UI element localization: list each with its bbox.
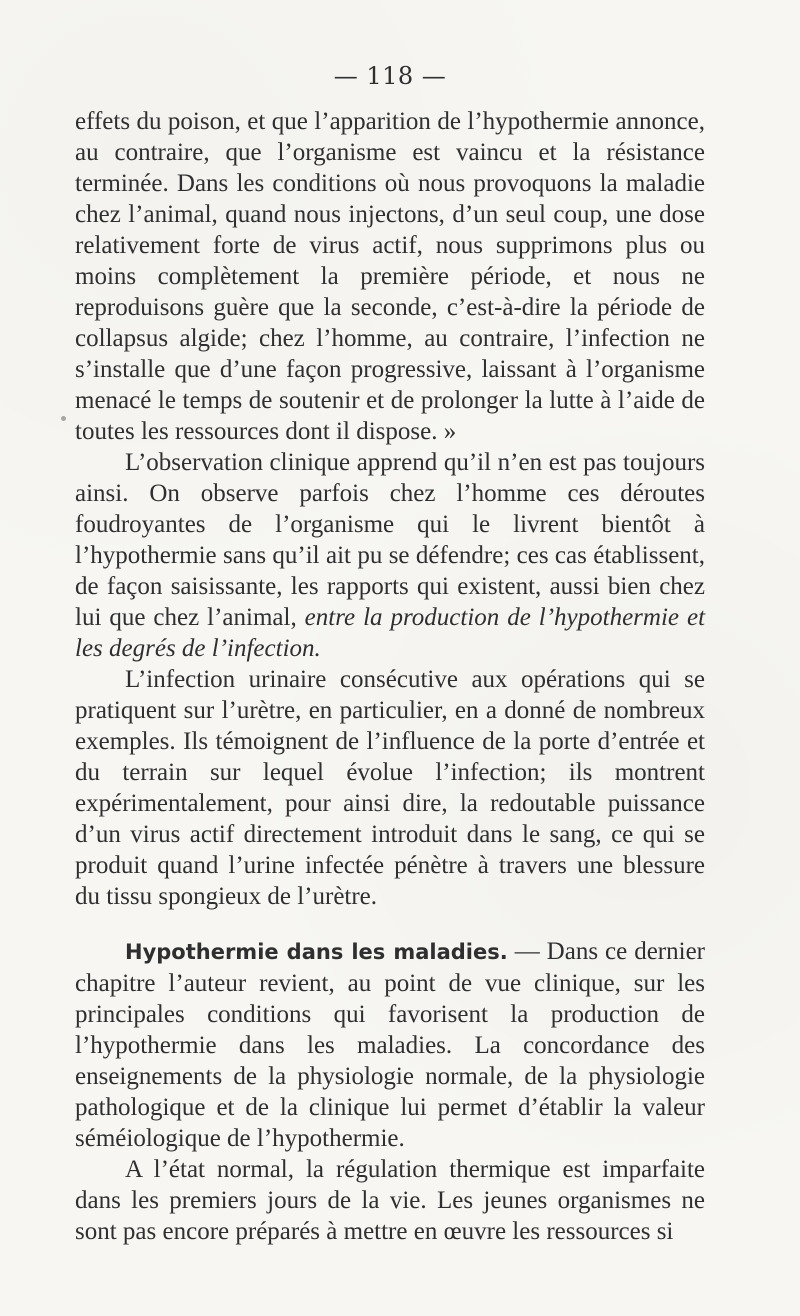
paragraph-1: effets du poison, et que l’apparition de l’hypothermie annonce, au contraire, que l’organisme est vaincu et la résistance terminée. Dans les conditions où nous provoquons la maladie chez l’animal, quand nous injectons, d’un seul coup, une dose relativement forte de virus actif, nous supprimons plus ou moins complètement la première période, et nous ne reproduisons guère que la seconde, c’est-à-dire la période de collapsus algide; chez l’homme, au contraire, l’infection ne s’installe que d’une façon progressive, laissant à l’organisme menacé le temps de soutenir et de prolonger la lutte à l’aide de toutes les ressources dont il dispose. »: [75, 108, 705, 445]
section-heading: Hypothermie dans les maladies.: [125, 940, 508, 964]
paragraph-4-text: — Dans ce dernier chapitre l’auteur revient, au point de vue clinique, sur les principales conditions qui favorisent la production de l’hypothermie dans les maladies. La concordance des enseignements de la physiologie normale, de la physiologie pathologique et de la clinique lui permet d’établir la valeur séméiologique de l’hypothermie.: [75, 938, 705, 1152]
paragraph-4: [75, 936, 705, 1154]
margin-dot: [61, 416, 66, 421]
paragraph-2-text: L’observation clinique apprend qu’il n’en est pas toujours ainsi. On observe parfois chez l’homme ces déroutes foudroyantes de l’organisme qui le livrent bientôt à l’hypothermie sans qu’il ait pu se défendre; ces cas établissent, de façon saisissante, les rapports qui existent, aussi bien chez lui que chez l’animal,: [75, 449, 705, 631]
paragraph-3: L’infection urinaire consécutive aux opérations qui se pratiquent sur l’urètre, en particulier, en a donné de nombreux exemples. Ils témoignent de l’influence de la porte d’entrée et du terrain sur lequel évolue l’infection; ils montrent expérimentalement, pour ainsi dire, la redoutable puissance d’un virus actif directement introduit dans le sang, ce qui se produit quand l’urine infectée pénètre à travers une blessure du tissu spongieux de l’urètre.: [75, 666, 705, 910]
paragraph-2-italic: entre la production de l’hypothermie et les degrés de l’infection.: [75, 604, 706, 662]
body-text: [75, 106, 705, 1247]
page-number: — 118 —: [333, 62, 447, 90]
paragraph-2: [75, 447, 705, 664]
paragraph-5: A l’état normal, la régulation thermique est imparfaite dans les premiers jours de la vie. Les jeunes organismes ne sont pas encore préparés à mettre en œuvre les ressources si: [75, 1156, 705, 1245]
section-gap: [75, 912, 705, 936]
